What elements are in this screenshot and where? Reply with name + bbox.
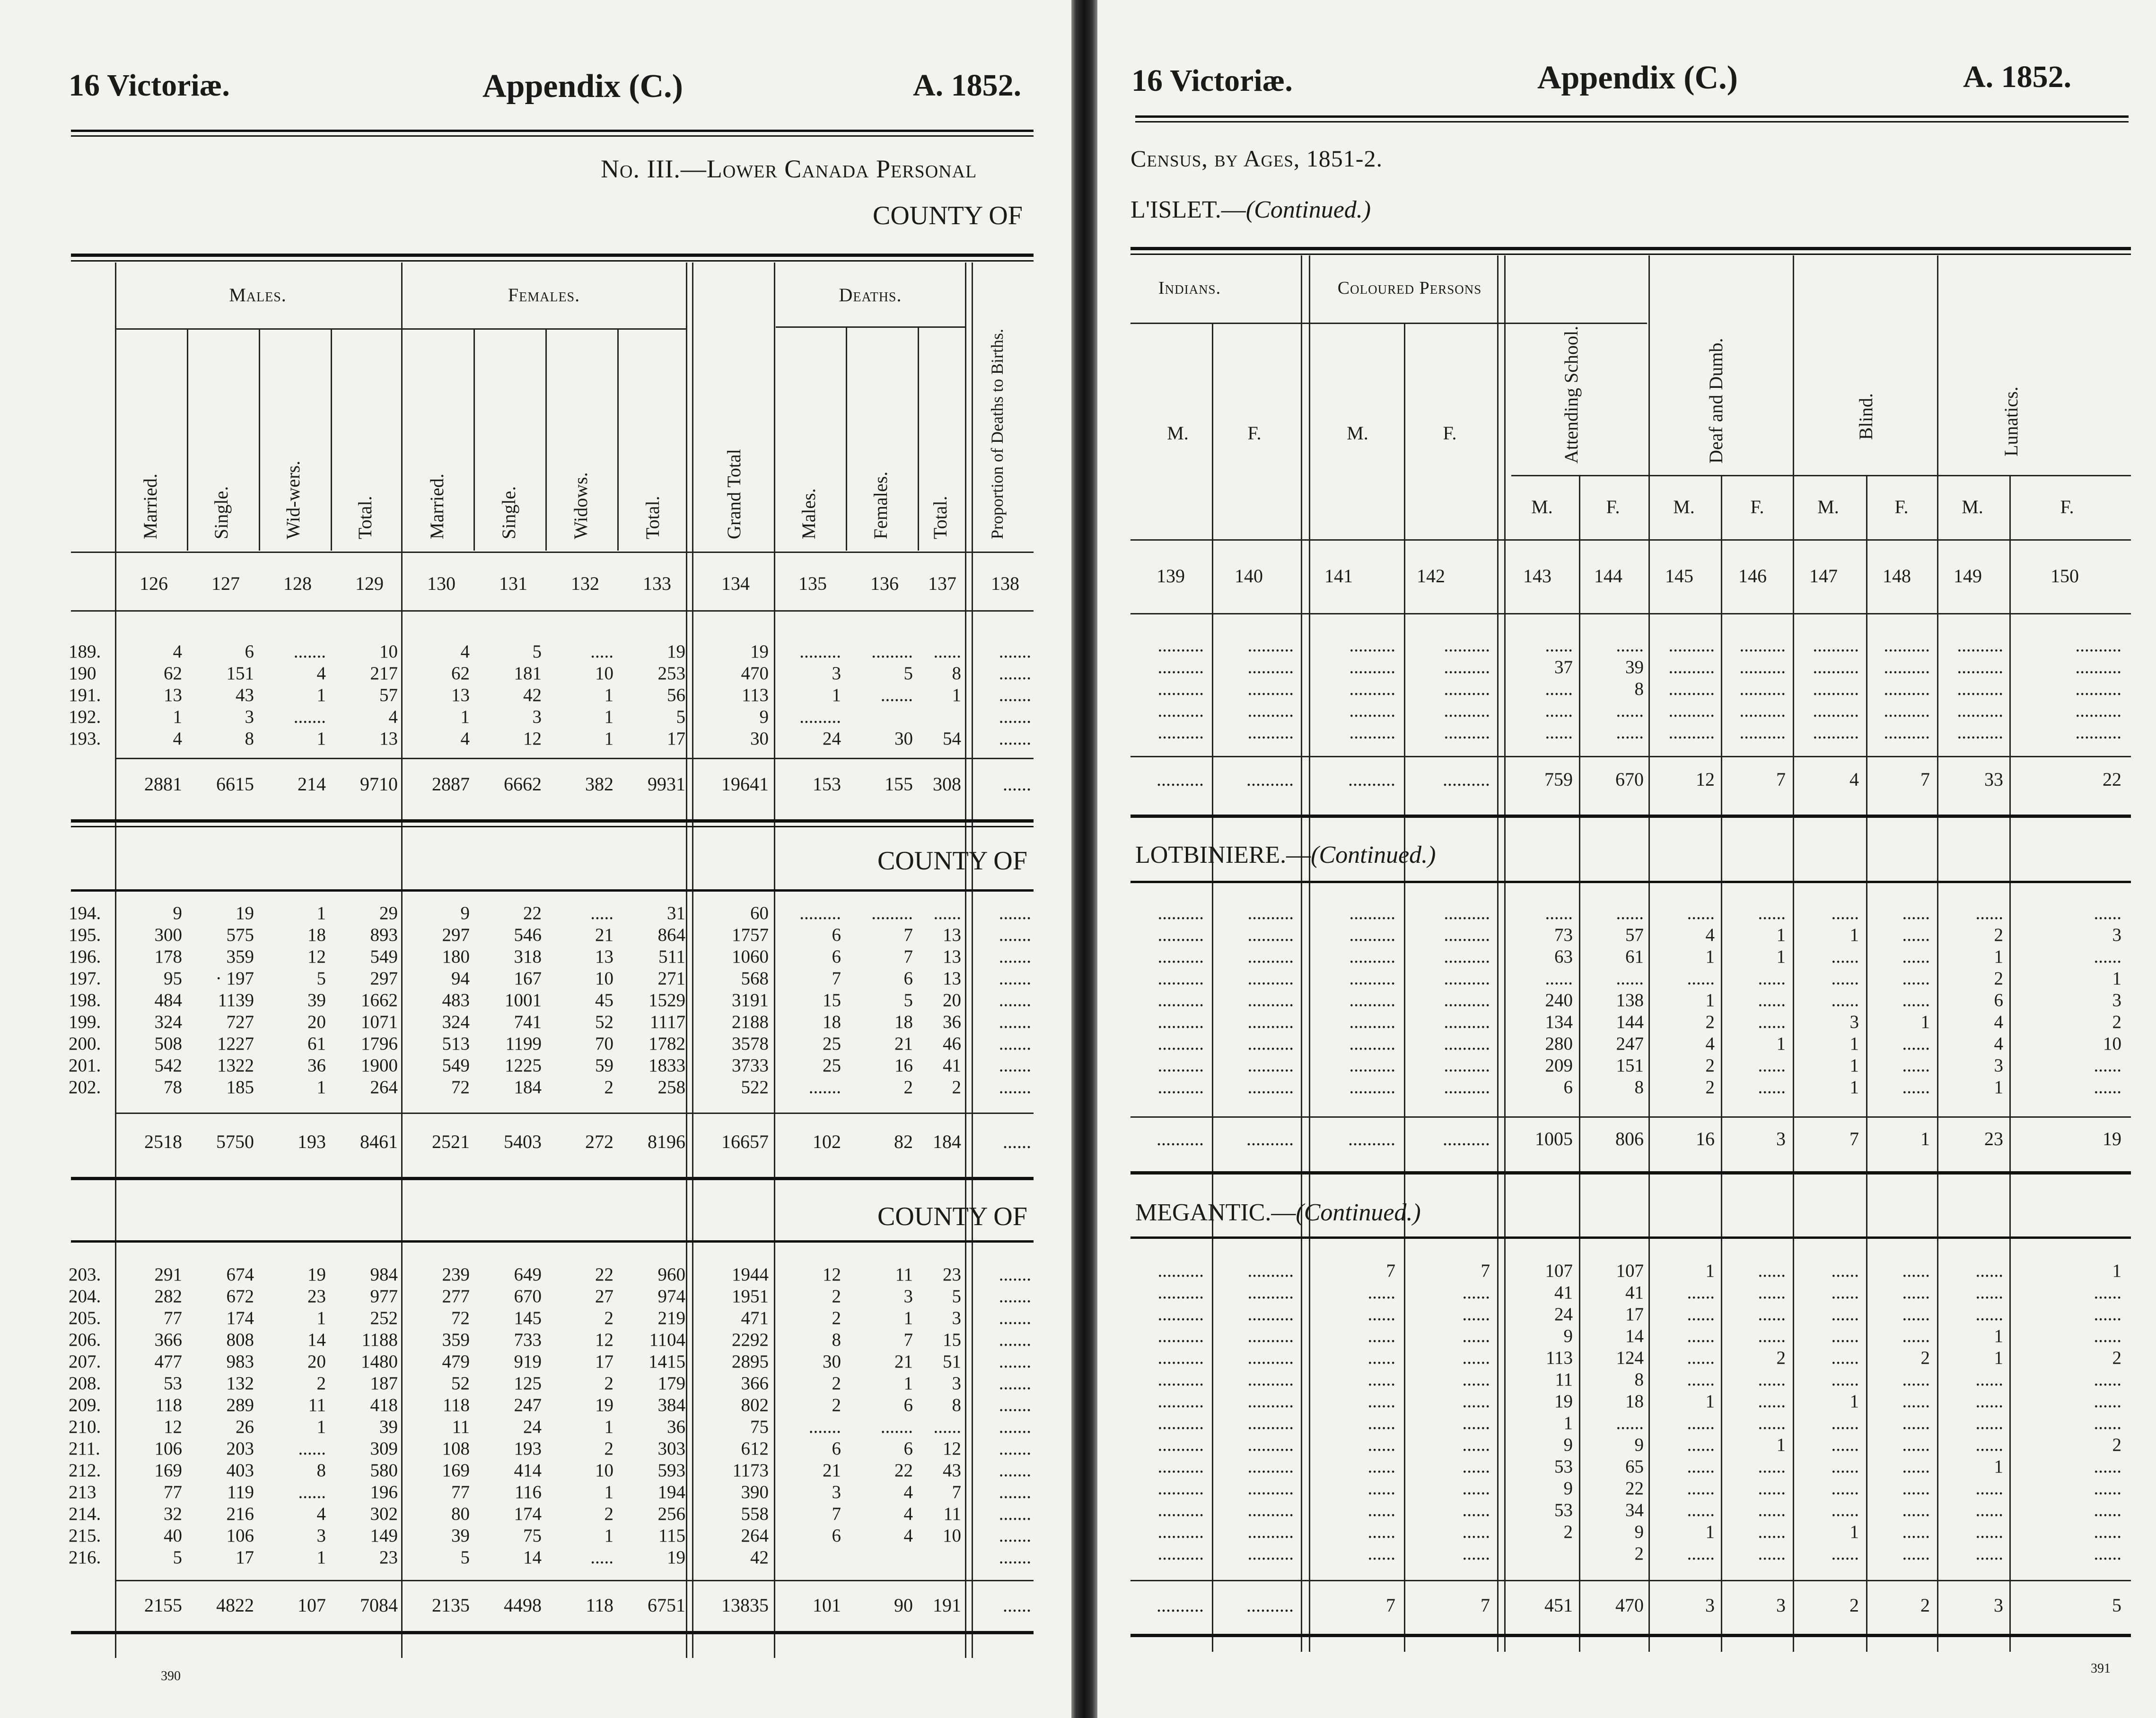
column-total: 16 — [1696, 1128, 1715, 1149]
column-number: 134 — [721, 573, 750, 594]
data-column: 6 151 43 3 8 — [226, 641, 254, 749]
column-total: 4 — [1849, 769, 1859, 790]
data-column: ....... 4 1 ....... 1 — [293, 641, 326, 749]
column-total: 7 — [1920, 769, 1930, 790]
data-column: ......... 7 7 6 5 18 21 16 2 — [871, 903, 913, 1097]
county-lislet-name: L'ISLET.— — [1131, 196, 1246, 223]
mf-label: F. — [1894, 496, 1909, 517]
data-column: ..... 10 1 1 1 — [590, 641, 613, 749]
data-column: 19 253 56 5 17 — [657, 641, 685, 749]
data-column: 1944 1951 471 2292 2895 366 802 75 612 1173 390 558 264 42 — [732, 1264, 769, 1568]
data-column: ...... 4 1 ...... 1 2 4 2 2 — [1687, 903, 1715, 1097]
column-number: 133 — [643, 573, 671, 594]
data-column: ...... ...... ...... 1 1 ...... ...... ...... ...... 1 ...... ...... ...... ...... — [1975, 1261, 2003, 1564]
coloured-m: M. — [1347, 422, 1368, 444]
column-number: 132 — [571, 573, 599, 594]
data-column: 291 282 77 366 477 53 118 12 106 169 77 32 40 5 — [154, 1264, 182, 1568]
column-total: 7084 — [360, 1595, 398, 1616]
col-header-lunatics: Lunatics. — [2000, 386, 2022, 456]
column-total: 4822 — [216, 1595, 254, 1616]
left-page — [0, 0, 1071, 1718]
column-total: .......... — [1246, 1128, 1294, 1149]
page-number-right: 391 — [2091, 1661, 2111, 1676]
column-number: 149 — [1954, 565, 1982, 587]
column-total: 9931 — [648, 773, 685, 795]
data-column: ...... 57 61 ...... 138 144 247 151 8 — [1616, 903, 1644, 1097]
group-females: Females. — [508, 284, 580, 306]
header-year: A. 1852. — [913, 68, 1022, 103]
data-column: .......... .......... .......... .......... .......... — [1668, 635, 1715, 743]
column-total: 7 — [1776, 769, 1786, 790]
column-number: 142 — [1417, 565, 1445, 587]
mf-label: F. — [2060, 496, 2074, 517]
col-header-deaf-dumb: Deaf and Dumb. — [1705, 338, 1727, 464]
column-total: 4498 — [504, 1595, 542, 1616]
col-header-proportion: Proportion of Deaths to Births. — [988, 329, 1007, 539]
data-column: ......... 3 1 ......... 24 — [799, 641, 841, 749]
data-column: 11 3 1 7 21 1 6 ....... 6 22 4 4 4 — [880, 1264, 913, 1546]
header-year-right: A. 1852. — [1963, 60, 2072, 94]
column-total: 3 — [1776, 1595, 1786, 1616]
column-number: 146 — [1738, 565, 1767, 587]
data-column: .......... .......... .......... .......... .......... — [1247, 635, 1294, 743]
column-total: ...... — [1003, 1595, 1031, 1616]
column-number: 140 — [1235, 565, 1263, 587]
column-number: 145 — [1665, 565, 1693, 587]
data-column: 7 ...... ...... ...... ...... ...... ...... ...... ...... ...... ...... ...... ...... ...... — [1367, 1261, 1395, 1564]
data-column: 9 300 178 95 484 324 508 542 78 — [154, 903, 182, 1097]
mf-label: F. — [1750, 496, 1764, 517]
column-total: .......... — [1443, 769, 1490, 790]
column-total: 19641 — [721, 773, 769, 795]
column-total: 2518 — [144, 1131, 182, 1152]
county-megantic — [1135, 1201, 1421, 1225]
column-total: 33 — [1984, 769, 2003, 790]
column-total: 155 — [885, 773, 913, 795]
data-column: ...... 3 ...... 1 3 2 10 ...... ...... — [2094, 903, 2121, 1097]
data-column: ...... 8 1 54 — [933, 641, 961, 749]
group-deaths: Deaths. — [839, 284, 902, 306]
data-column: 4 62 13 1 4 — [164, 641, 182, 749]
data-column: 7 ...... ...... ...... ...... ...... ...... ...... ...... ...... ...... ...... ...... ...... — [1462, 1261, 1490, 1564]
col-header-deaths-total: Total. — [929, 496, 951, 539]
data-column: ...... 73 63 ...... 240 134 280 209 6 — [1545, 903, 1573, 1097]
county-lotbiniere-name: LOTBINIERE.— — [1135, 841, 1311, 868]
data-column: .......... .......... .......... .......... .......... — [1884, 635, 1930, 743]
column-total: 102 — [813, 1131, 841, 1152]
data-column: ...... 13 13 13 20 36 46 41 2 — [933, 903, 961, 1097]
column-total: 7 — [1386, 1595, 1395, 1616]
column-total: .......... — [1348, 1128, 1395, 1149]
column-number: 128 — [283, 573, 312, 594]
col-header-deaths-females: Females. — [870, 471, 891, 539]
column-total: ...... — [1003, 773, 1031, 795]
data-column: ....... ....... ....... ....... ....... ....... ....... ....... ....... — [999, 903, 1031, 1097]
data-column: 5 181 42 3 12 — [514, 641, 542, 749]
data-column: 29 893 549 297 1662 1071 1796 1900 264 — [361, 903, 398, 1097]
column-total: 5750 — [216, 1131, 254, 1152]
county-megantic-cont: (Continued.) — [1296, 1199, 1421, 1226]
data-column: .......... .......... .......... .......... .......... .......... .......... .......... .......... — [1247, 903, 1294, 1097]
col-header-total-females: Total. — [642, 496, 663, 539]
column-total: 2881 — [144, 773, 182, 795]
column-total: 806 — [1615, 1128, 1644, 1149]
column-total: 759 — [1544, 769, 1573, 790]
data-column: 22 27 2 12 17 2 19 1 2 10 1 2 1 ..... — [590, 1264, 613, 1568]
data-column: .......... .......... .......... .......... .......... — [1957, 635, 2003, 743]
indians-f: F. — [1247, 422, 1262, 444]
column-total: 5403 — [504, 1131, 542, 1152]
coloured-f: F. — [1443, 422, 1457, 444]
column-number: 150 — [2051, 565, 2079, 587]
column-total: 382 — [585, 773, 613, 795]
data-column: 239 277 72 359 479 52 118 11 108 169 77 80 39 5 — [442, 1264, 470, 1568]
data-column: ...... 1 1 ...... ...... ...... 1 ...... ...... — [1758, 903, 1786, 1097]
data-column: 649 670 145 733 919 125 247 24 193 414 116 174 75 14 — [514, 1264, 542, 1568]
column-total: 9710 — [360, 773, 398, 795]
col-header-single-f: Single. — [498, 486, 519, 539]
col-header-deaths-males: Males. — [798, 488, 819, 539]
column-total: 8196 — [648, 1131, 685, 1152]
column-total: .......... — [1157, 769, 1204, 790]
column-total: 3 — [1705, 1595, 1715, 1616]
group-coloured: Coloured Persons — [1337, 278, 1482, 298]
column-total: 23 — [1984, 1128, 2003, 1149]
column-total: 153 — [813, 773, 841, 795]
column-total: .......... — [1246, 769, 1294, 790]
data-column: 31 864 511 271 1529 1117 1782 1833 258 — [649, 903, 685, 1097]
col-header-married-f: Married. — [426, 473, 447, 539]
mf-label: M. — [1531, 496, 1553, 517]
indians-m: M. — [1167, 422, 1189, 444]
col-header-widowers: Wid-wers. — [282, 460, 304, 539]
column-total: 8461 — [360, 1131, 398, 1152]
column-number: 137 — [928, 573, 956, 594]
column-total: 3 — [1776, 1128, 1786, 1149]
data-column: .......... .......... .......... .......... .......... — [1444, 635, 1490, 743]
mf-label: M. — [1817, 496, 1839, 517]
column-total: 107 — [298, 1595, 326, 1616]
column-number: 129 — [355, 573, 384, 594]
column-number: 143 — [1523, 565, 1551, 587]
column-total: 2521 — [432, 1131, 470, 1152]
data-column: ...... ...... ...... ...... ...... ...... 1 ...... ...... ...... ...... ...... 1 ...... — [1831, 1261, 1859, 1564]
data-column: 23 5 3 15 51 3 8 ...... 12 43 7 11 10 — [933, 1264, 961, 1546]
column-total: 5 — [2112, 1595, 2121, 1616]
header-rule — [71, 130, 1034, 132]
column-total: 191 — [933, 1595, 961, 1616]
data-column: .......... .......... .......... .......... .......... — [1739, 635, 1786, 743]
mf-label: M. — [1673, 496, 1695, 517]
column-total: .......... — [1348, 769, 1395, 790]
county-heading-1: COUNTY OF — [873, 201, 1023, 230]
group-males: Males. — [229, 284, 287, 306]
data-column: ...... 37 ...... ...... ...... — [1545, 635, 1573, 743]
data-column: 22 546 318 167 1001 741 1199 1225 184 — [505, 903, 542, 1097]
data-column: .......... .......... .......... .......... .......... — [1157, 635, 1204, 743]
table-title: No. III.—Lower Canada Personal — [601, 155, 977, 183]
county-heading-2: COUNTY OF — [877, 846, 1027, 876]
data-column: .......... .......... .......... .......... .......... .......... .......... .......... .......... — [1444, 903, 1490, 1097]
data-column: 1 ...... ...... ...... ...... ...... 1 ...... ...... ...... ...... ...... 1 ...... — [1687, 1261, 1715, 1564]
table-top-rule — [71, 254, 1034, 257]
column-total: 308 — [933, 773, 961, 795]
column-number: 135 — [798, 573, 827, 594]
header-appendix-right: Appendix (C.) — [1537, 60, 1738, 96]
column-total: 12 — [1696, 769, 1715, 790]
column-total: 1 — [1920, 1128, 1930, 1149]
column-total: .......... — [1246, 1595, 1294, 1616]
column-number: 148 — [1883, 565, 1911, 587]
column-total: 184 — [933, 1131, 961, 1152]
data-column: 960 974 219 1104 1415 179 384 36 303 593 194 256 115 19 — [649, 1264, 685, 1568]
column-total: 193 — [298, 1131, 326, 1152]
data-column: ......... 5 ....... 30 — [871, 641, 913, 749]
column-number: 130 — [427, 573, 456, 594]
column-number: 127 — [211, 573, 240, 594]
column-total: 13835 — [721, 1595, 769, 1616]
data-column: ...... ...... ...... ...... ...... 1 ...... ...... ...... — [1902, 903, 1930, 1097]
column-total: 118 — [586, 1595, 613, 1616]
column-total: 22 — [2103, 769, 2121, 790]
column-total: ...... — [1003, 1131, 1031, 1152]
data-column: 1 ...... ...... ...... 2 ...... ...... ...... 2 ...... ...... ...... ...... ...... — [2094, 1261, 2121, 1564]
column-total: 6662 — [504, 773, 542, 795]
data-column: ......... 6 6 7 15 18 25 25 ....... — [799, 903, 841, 1097]
county-lotbiniere-cont: (Continued.) — [1311, 841, 1436, 868]
column-total: 3 — [1994, 1595, 2003, 1616]
header-session-right: 16 Victoriæ. — [1131, 63, 1293, 98]
column-total: .......... — [1443, 1128, 1490, 1149]
data-column: .......... .......... .......... .......... .......... — [1813, 635, 1859, 743]
data-column: 107 41 24 9 113 11 19 1 9 53 9 53 2 — [1545, 1261, 1573, 1542]
column-number: 141 — [1324, 565, 1353, 587]
column-total: 2887 — [432, 773, 470, 795]
column-total: 2 — [1849, 1595, 1859, 1616]
column-total: 2155 — [144, 1595, 182, 1616]
data-column: ....... ....... ....... ....... ....... — [999, 641, 1031, 749]
data-column: 674 672 174 808 983 132 289 26 203 403 119 216 106 17 — [226, 1264, 254, 1568]
column-total: 451 — [1544, 1595, 1573, 1616]
column-total: 6751 — [648, 1595, 685, 1616]
page-number-left: 390 — [161, 1669, 181, 1683]
column-number: 136 — [870, 573, 899, 594]
col-header-single: Single. — [210, 486, 232, 539]
column-total: 1005 — [1535, 1128, 1573, 1149]
census-title: Census, by Ages, 1851-2. — [1131, 145, 1383, 172]
data-column: 60 1757 1060 568 3191 2188 3578 3733 522 — [732, 903, 769, 1097]
column-total: 2 — [1920, 1595, 1930, 1616]
data-column: ...... ...... ...... ...... 2 ...... ...... ...... ...... ...... ...... ...... ...... ...... — [1902, 1261, 1930, 1564]
data-column: ...... 39 8 ...... ...... — [1616, 635, 1644, 743]
data-column: 1 18 12 5 39 20 61 36 1 — [307, 903, 326, 1097]
col-header-widows: Widows. — [570, 472, 591, 539]
data-column: .......... .......... .......... .......... .......... .......... .......... .......... .......... .......... .......... .......... .......... .......... — [1247, 1261, 1294, 1564]
row-labels-section3: 203. 204. 205. 206. 207. 208. 209. 210. 211. 212. 213 214. 215. 216. — [69, 1264, 101, 1568]
column-number: 131 — [499, 573, 527, 594]
county-lotbiniere — [1135, 843, 1436, 868]
data-column: 984 977 252 1188 1480 187 418 39 309 580 196 302 149 23 — [361, 1264, 398, 1568]
column-total: 670 — [1615, 769, 1644, 790]
column-total: 16657 — [721, 1131, 769, 1152]
header-session: 16 Victoriæ. — [69, 68, 230, 103]
column-total: 7 — [1481, 1595, 1490, 1616]
data-column: ...... 1 ...... ...... ...... 3 1 1 1 — [1831, 903, 1859, 1097]
data-column: ....... ....... ....... ....... ....... ....... ....... ....... ....... ....... ....... ....... ....... ....... — [999, 1264, 1031, 1568]
mf-label: M. — [1962, 496, 1983, 517]
data-column: ..... 21 13 10 45 52 70 59 2 — [590, 903, 613, 1097]
column-total: 101 — [813, 1595, 841, 1616]
col-header-blind: Blind. — [1855, 393, 1876, 440]
column-total: 272 — [585, 1131, 613, 1152]
column-total: 6615 — [216, 773, 254, 795]
column-total: .......... — [1157, 1128, 1204, 1149]
data-column: 19 23 1 14 20 2 11 1 ...... 8 ...... 4 3 1 — [298, 1264, 326, 1568]
column-total: 7 — [1849, 1128, 1859, 1149]
row-labels-section1: 189. 190 191. 192. 193. — [69, 641, 101, 749]
county-megantic-name: MEGANTIC.— — [1135, 1199, 1296, 1226]
data-column: .......... .......... .......... .......... .......... .......... .......... .......... .......... .......... .......... .......... .......... .......... — [1157, 1261, 1204, 1564]
column-number: 139 — [1157, 565, 1185, 587]
county-lislet — [1131, 198, 1371, 222]
data-column: .......... .......... .......... .......... .......... .......... .......... .......... .......... — [1157, 903, 1204, 1097]
group-indians: Indians. — [1158, 278, 1221, 298]
row-labels-section2: 194. 195. 196. 197. 198. 199. 200. 201. 202. — [69, 903, 101, 1097]
data-column: ...... ...... ...... ...... 2 ...... ...... ...... 1 ...... ...... ...... ...... ...... — [1758, 1261, 1786, 1564]
data-column: .......... .......... .......... .......... .......... — [2075, 635, 2121, 743]
data-column: 4 62 13 1 4 — [451, 641, 470, 749]
header-rule-2 — [71, 135, 1034, 137]
column-total: 470 — [1615, 1595, 1644, 1616]
column-number: 144 — [1594, 565, 1622, 587]
column-number: 126 — [140, 573, 168, 594]
column-total: .......... — [1157, 1595, 1204, 1616]
column-total: 19 — [2103, 1128, 2121, 1149]
county-heading-3: COUNTY OF — [877, 1202, 1027, 1231]
data-column: 19 575 359 · 197 1139 727 1227 1322 185 — [215, 903, 254, 1097]
data-column: ...... 2 1 2 6 4 4 3 1 — [1975, 903, 2003, 1097]
column-total: 2135 — [432, 1595, 470, 1616]
header-appendix: Appendix (C.) — [482, 68, 683, 105]
column-total: 214 — [298, 773, 326, 795]
data-column: .......... .......... .......... .......... .......... .......... .......... .......... .......... — [1349, 903, 1395, 1097]
col-header-married: Married. — [140, 473, 161, 539]
col-header-grand-total: Grand Total — [723, 449, 745, 539]
data-column: 10 217 57 4 13 — [370, 641, 398, 749]
col-header-attending-school: Attending School. — [1560, 325, 1582, 464]
data-column: 107 41 17 14 124 8 18 ...... 9 65 22 34 9 2 — [1616, 1261, 1644, 1564]
column-number: 147 — [1809, 565, 1838, 587]
column-number: 138 — [991, 573, 1019, 594]
column-total: 82 — [894, 1131, 913, 1152]
book-gutter — [1071, 0, 1097, 1718]
data-column: .......... .......... .......... .......... .......... — [1349, 635, 1395, 743]
data-column: 19 470 113 9 30 — [741, 641, 769, 749]
column-total: 90 — [894, 1595, 913, 1616]
county-lislet-cont: (Continued.) — [1245, 196, 1371, 223]
col-header-total-males: Total. — [354, 496, 376, 539]
mf-label: F. — [1606, 496, 1620, 517]
data-column: 9 297 180 94 483 324 513 549 72 — [442, 903, 470, 1097]
right-page — [1097, 0, 2156, 1718]
data-column: 12 2 2 8 30 2 2 ....... 6 21 3 7 6 — [808, 1264, 841, 1546]
